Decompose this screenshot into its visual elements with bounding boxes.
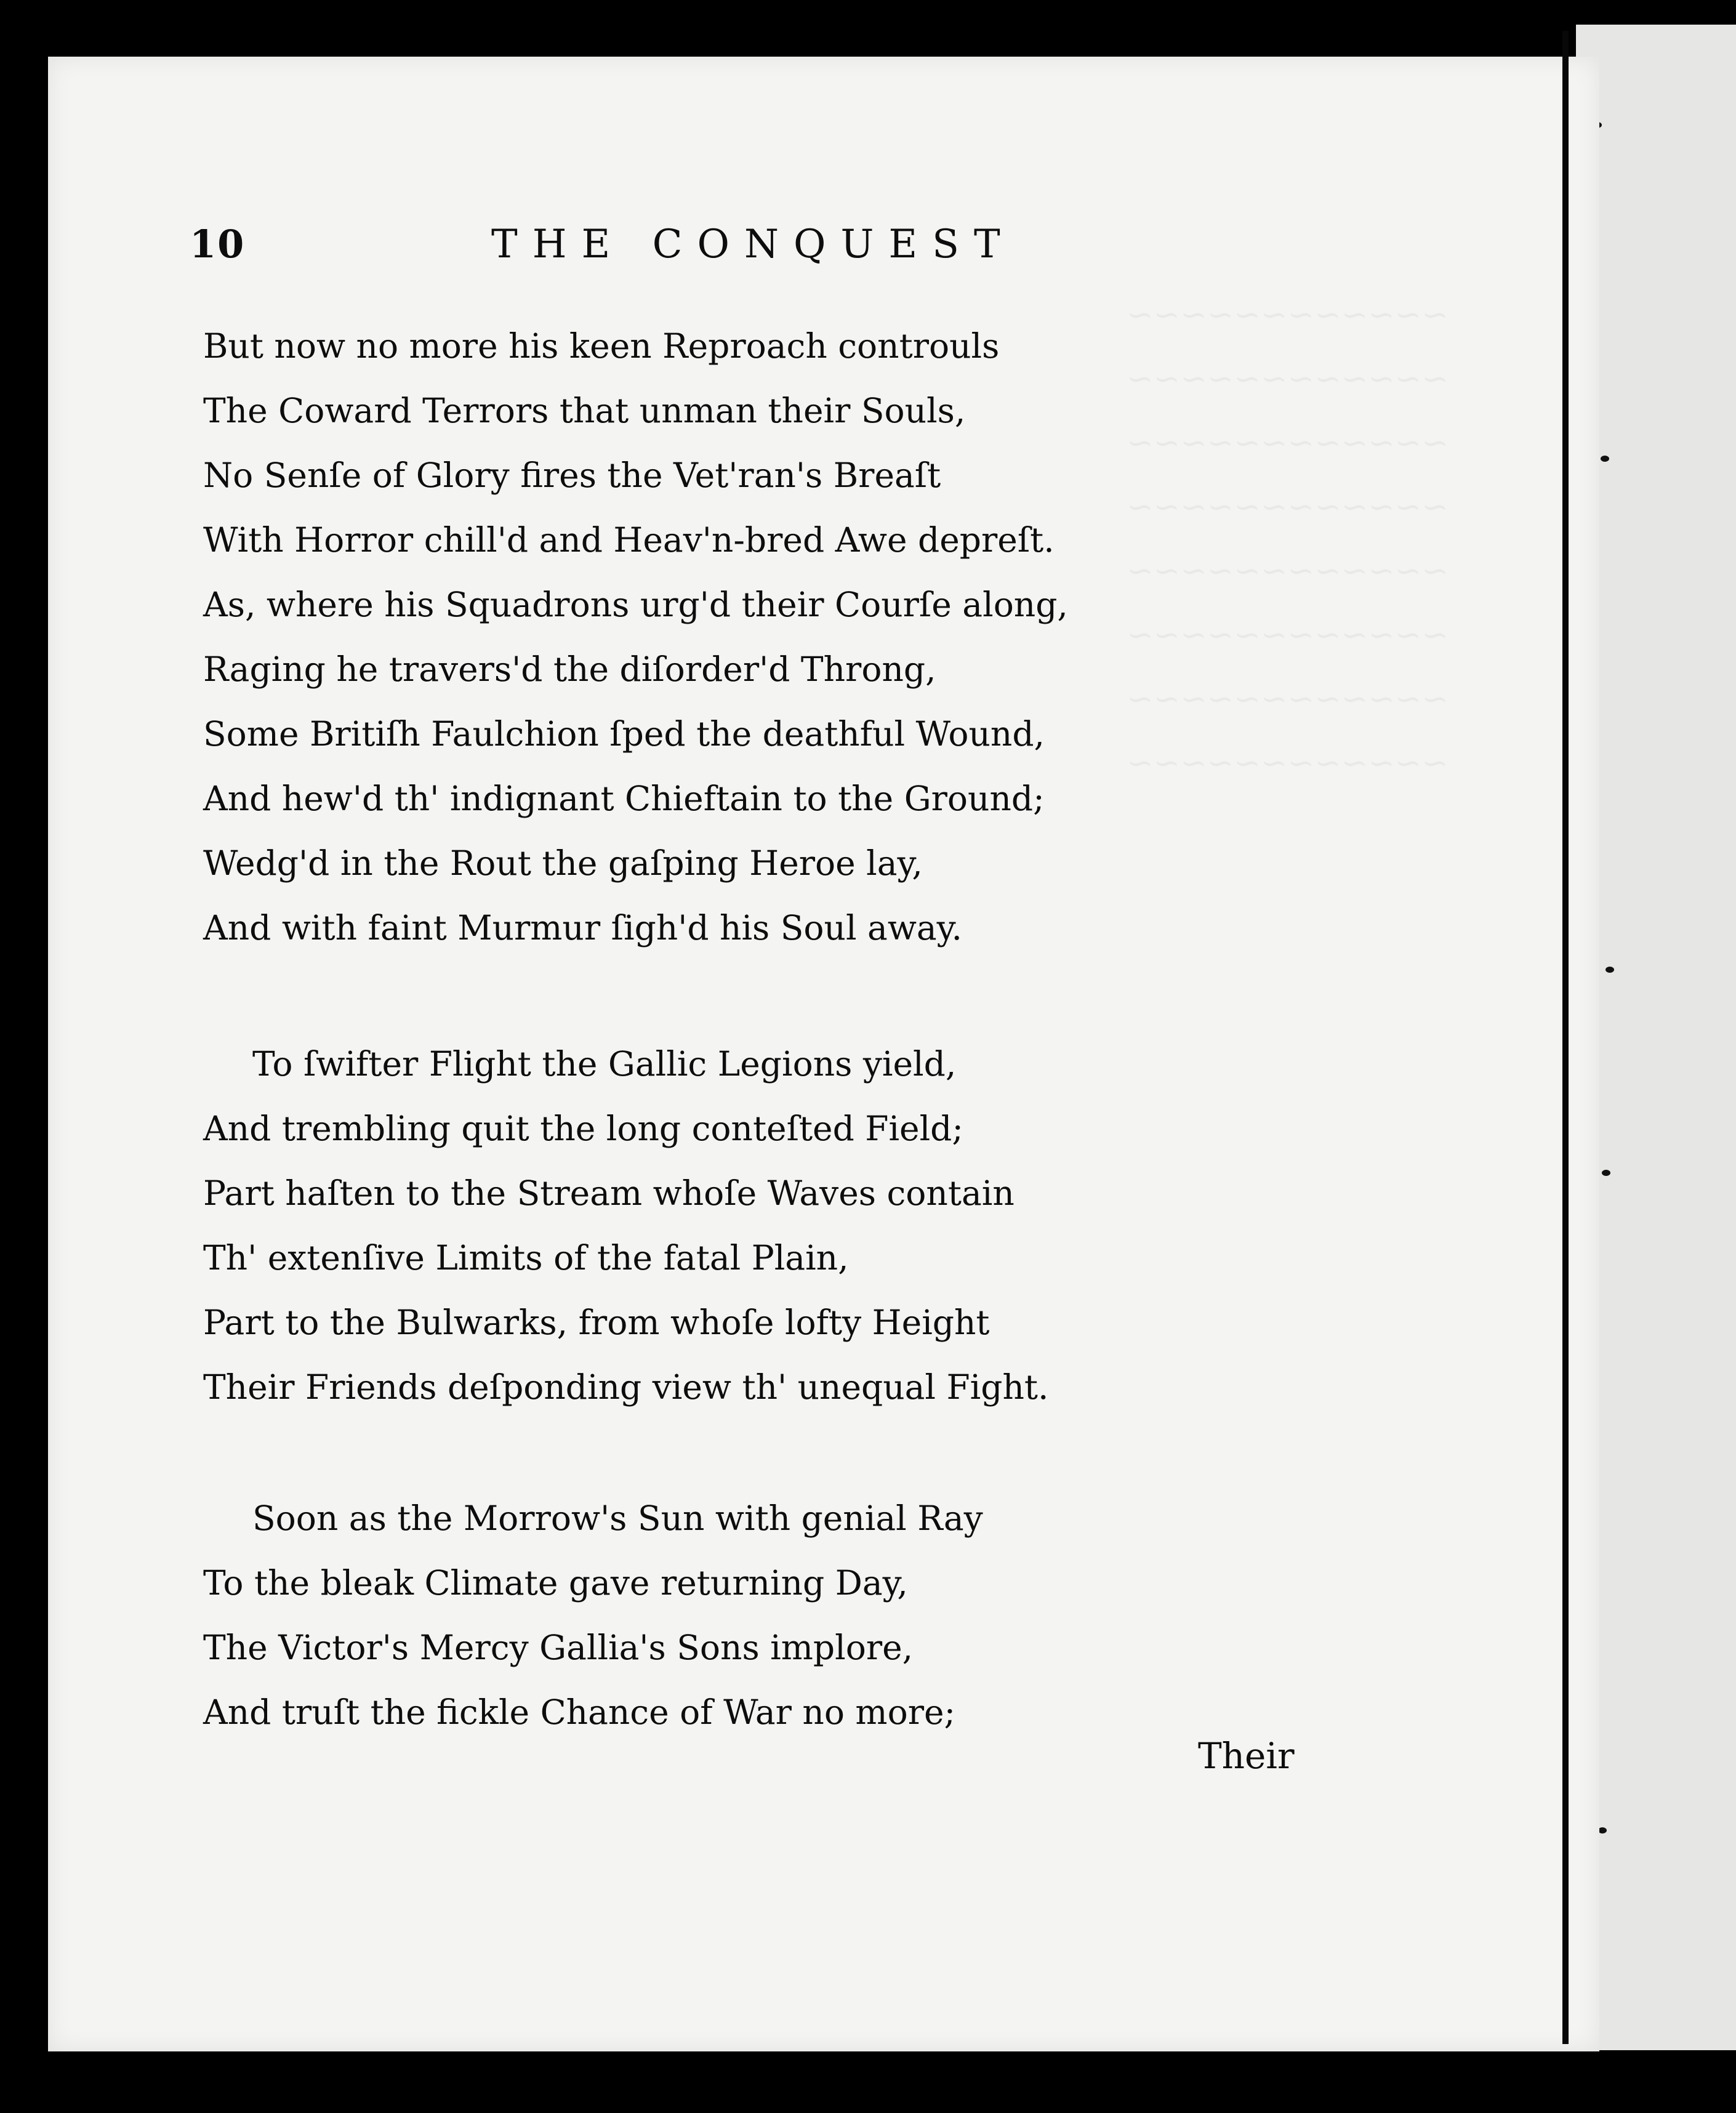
facing-page-mark — [1601, 456, 1609, 462]
verse-line: As, where his Squadrons urg'd their Courſe along, — [203, 585, 1068, 624]
page-number: 10 — [190, 222, 246, 267]
verse-line: And hew'd th' indignant Chieftain to the Ground; — [203, 779, 1045, 818]
page-title: THE CONQUEST — [491, 222, 1015, 267]
verse-line: Their Friends deſponding view th' unequal Fight. — [203, 1367, 1049, 1407]
stanza-2 — [203, 1032, 1188, 1420]
facing-page-mark — [1598, 1827, 1607, 1833]
verse-line: With Horror chill'd and Heav'n-bred Awe depreſt. — [203, 520, 1055, 560]
verse-line: And trembling quit the long conteſted Field; — [203, 1109, 963, 1148]
catchword: Their — [1198, 1735, 1295, 1777]
stanza-1 — [203, 314, 1188, 960]
verse-line: The Coward Terrors that unman their Souls, — [203, 391, 966, 430]
verse-line: Part haſten to the Stream whoſe Waves contain — [203, 1173, 1015, 1213]
verse-line: To ſwifter Flight the Gallic Legions yield, — [252, 1044, 957, 1084]
verse-line: To the bleak Climate gave returning Day, — [203, 1563, 908, 1603]
verse-line: And with faint Murmur ſigh'd his Soul away. — [203, 908, 962, 948]
facing-page — [1576, 25, 1736, 2050]
verse-line: But now no more his keen Reproach controuls — [203, 326, 1000, 366]
verse-line: Some Britiſh Faulchion ſped the deathful Wound, — [203, 714, 1045, 754]
verse-line: And truſt the fickle Chance of War no more; — [203, 1692, 956, 1732]
gutter-binding-line — [1562, 31, 1569, 2044]
verse-line: Wedg'd in the Rout the gaſping Heroe lay, — [203, 843, 923, 883]
verse-line: Th' extenſive Limits of the fatal Plain, — [203, 1238, 849, 1278]
verse-line: No Senſe of Glory fires the Vet'ran's Breaſt — [203, 456, 941, 495]
facing-page-mark — [1605, 967, 1614, 973]
verse-line: Soon as the Morrow's Sun with genial Ray — [252, 1499, 983, 1538]
stanza-3 — [203, 1486, 1188, 1745]
verse-line: Raging he travers'd the diſorder'd Throng, — [203, 650, 936, 689]
running-head — [190, 222, 1113, 277]
verse-line: The Victor's Mercy Gallia's Sons implore, — [203, 1628, 914, 1667]
verse-line: Part to the Bulwarks, from whoſe lofty Height — [203, 1303, 990, 1342]
facing-page-mark — [1602, 1170, 1610, 1176]
